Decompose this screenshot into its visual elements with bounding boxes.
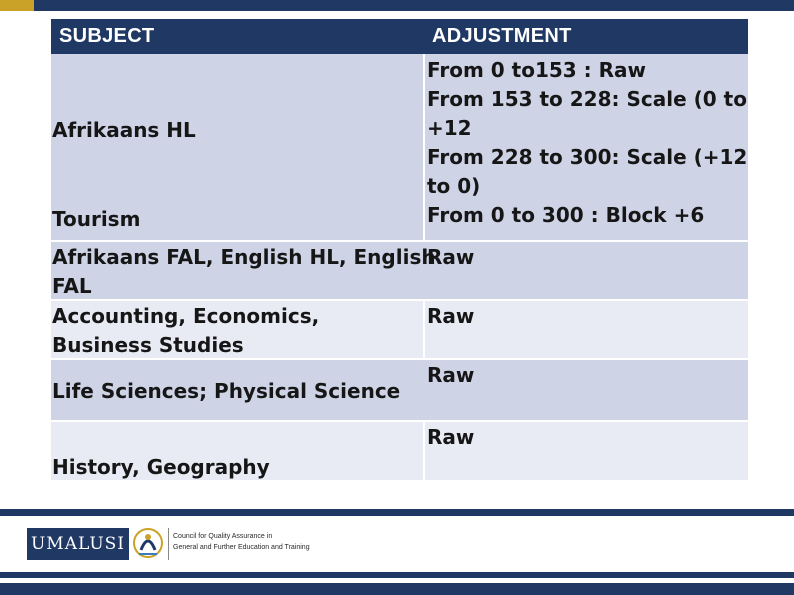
top-banner — [0, 0, 794, 11]
subject-cell: Accounting, Economics, — [52, 304, 320, 328]
logo-separator — [168, 528, 169, 560]
adjustment-cell: Raw — [427, 363, 475, 387]
adjustment-cell: Raw — [427, 245, 475, 269]
table-row — [51, 54, 748, 240]
table-row — [51, 242, 748, 299]
footer-stripe — [0, 572, 794, 578]
tagline-line: Council for Quality Assurance in — [173, 533, 273, 540]
footer-bar — [0, 583, 794, 595]
subject-cell: Afrikaans HL — [52, 118, 196, 142]
table-row — [51, 422, 748, 480]
column-divider — [423, 54, 425, 240]
adjustment-line: to 0) — [427, 174, 481, 198]
logo-tagline — [173, 531, 353, 553]
subject-cell: History, Geography — [52, 455, 270, 479]
adjustment-line: +12 — [427, 116, 472, 140]
adjustment-line: From 153 to 228: Scale (0 to — [427, 87, 747, 111]
umalusi-logo: UMALUSI — [27, 528, 129, 560]
column-divider — [423, 422, 425, 480]
subject-cell: Tourism — [52, 207, 141, 231]
adjustment-line: From 0 to 300 : Block +6 — [427, 203, 705, 227]
subject-cell: Afrikaans FAL, English HL, English — [52, 245, 436, 269]
subject-cell: FAL — [52, 274, 92, 298]
adjustment-cell: Raw — [427, 425, 475, 449]
header-adjustment: ADJUSTMENT — [432, 25, 572, 47]
subject-cell: Business Studies — [52, 333, 244, 357]
adjustment-line: From 0 to153 : Raw — [427, 58, 647, 82]
table-row — [51, 360, 748, 420]
top-banner-accent — [0, 0, 34, 11]
footer-rule — [0, 509, 794, 516]
subject-cell: Life Sciences; Physical Science — [52, 379, 401, 403]
adjustment-line: From 228 to 300: Scale (+12 — [427, 145, 748, 169]
header-subject: SUBJECT — [59, 25, 155, 47]
tagline-line: General and Further Education and Training — [173, 544, 310, 551]
table-header — [51, 19, 748, 54]
table-row — [51, 301, 748, 358]
emblem-icon — [131, 524, 165, 562]
column-divider — [423, 301, 425, 358]
adjustment-cell: Raw — [427, 304, 475, 328]
